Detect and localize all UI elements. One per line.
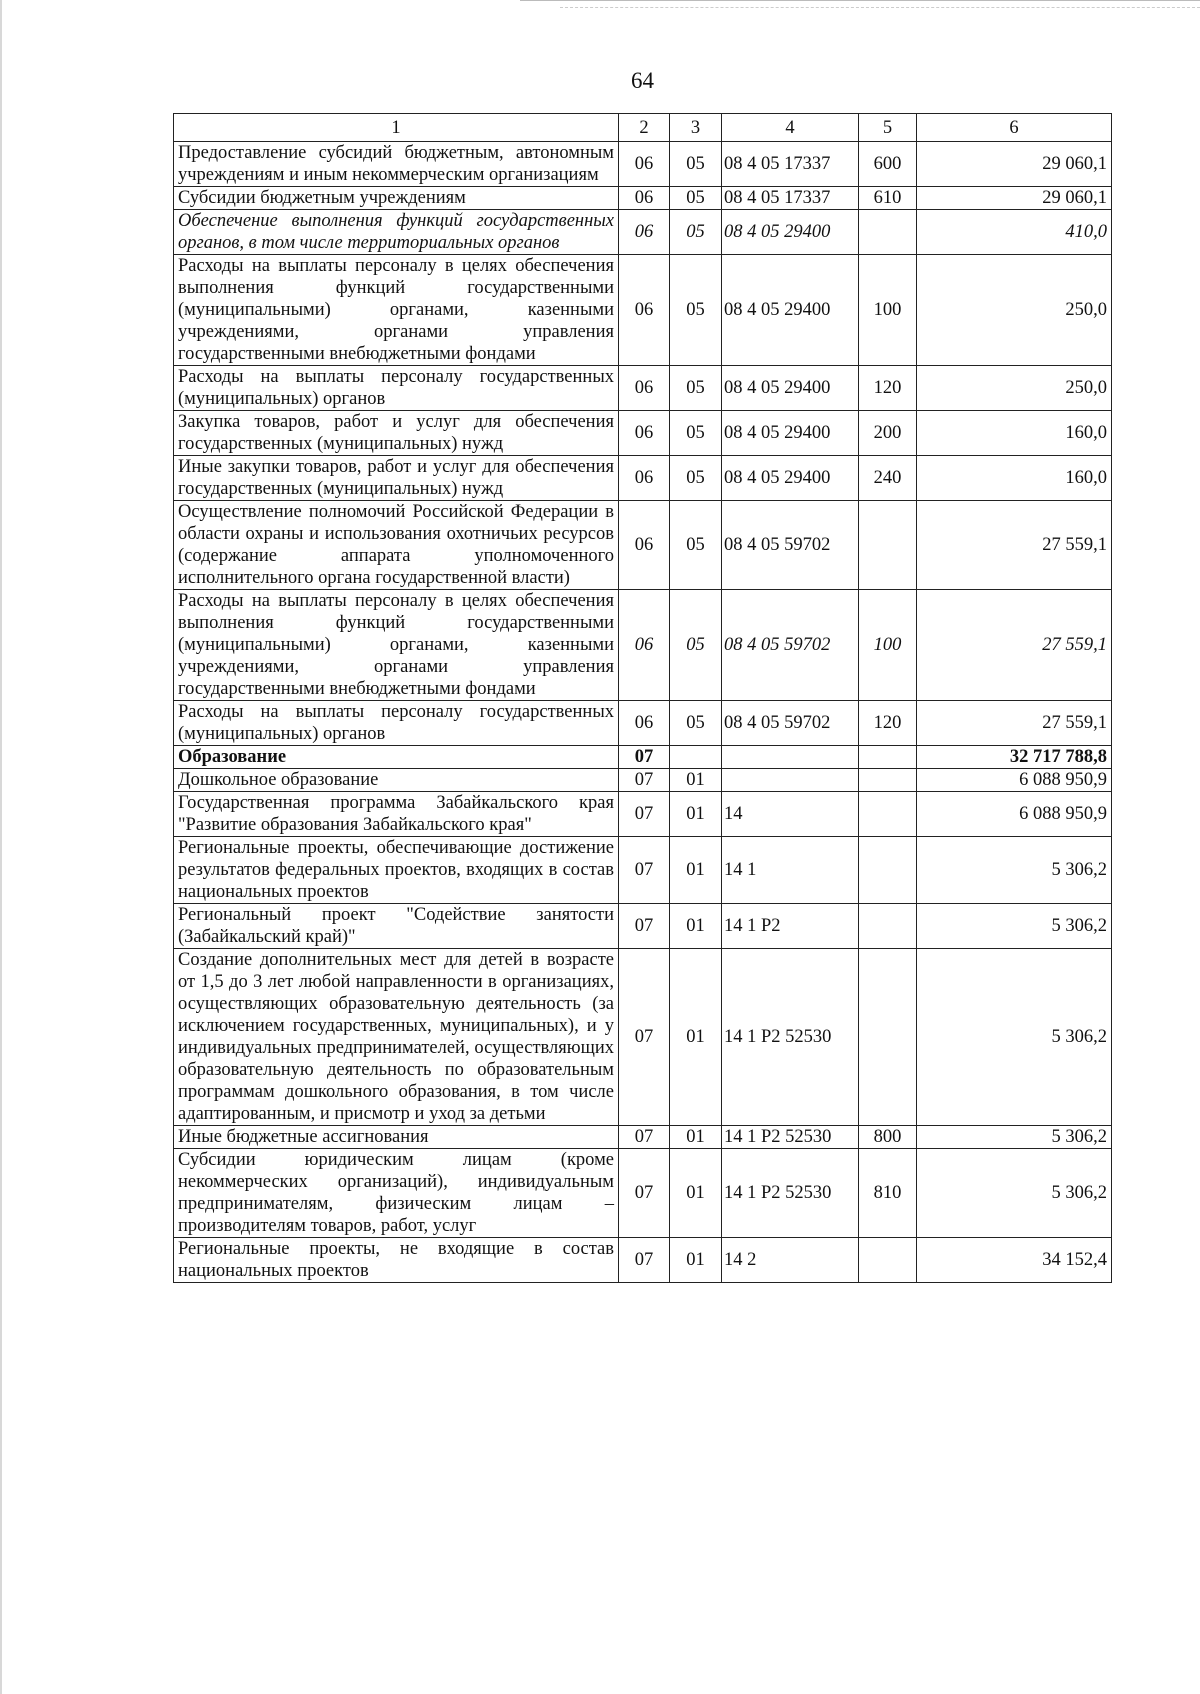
section-code-cell: 06 — [619, 590, 670, 701]
section-code-cell: 07 — [619, 1149, 670, 1238]
target-article-cell: 08 4 05 17337 — [722, 187, 859, 210]
expense-type-cell — [859, 792, 917, 837]
section-code-cell: 07 — [619, 1238, 670, 1283]
section-code-cell: 07 — [619, 837, 670, 904]
table-row — [174, 769, 1112, 792]
target-article-cell: 08 4 05 29400 — [722, 456, 859, 501]
expense-type-cell: 800 — [859, 1126, 917, 1149]
expense-name-cell: Расходы на выплаты персоналу в целях обеспечения выполнения функций государственными (муниципальными) органами, казенными учреждениями, органами управления государственными внебюджетными фондами — [174, 255, 619, 366]
budget-table — [173, 113, 1112, 1283]
target-article-cell — [722, 769, 859, 792]
expense-name-cell: Субсидии бюджетным учреждениям — [174, 187, 619, 210]
expense-type-cell: 120 — [859, 366, 917, 411]
expense-type-cell — [859, 746, 917, 769]
section-code-cell: 06 — [619, 255, 670, 366]
section-code-cell: 06 — [619, 210, 670, 255]
expense-type-cell: 600 — [859, 142, 917, 187]
amount-cell: 160,0 — [917, 411, 1112, 456]
amount-cell: 160,0 — [917, 456, 1112, 501]
subsection-code-cell: 05 — [670, 456, 722, 501]
amount-cell: 27 559,1 — [917, 590, 1112, 701]
table-row — [174, 837, 1112, 904]
amount-cell: 250,0 — [917, 366, 1112, 411]
section-code-cell: 07 — [619, 792, 670, 837]
subsection-code-cell — [670, 746, 722, 769]
expense-name-cell: Образование — [174, 746, 619, 769]
section-code-cell: 07 — [619, 949, 670, 1126]
target-article-cell — [722, 746, 859, 769]
expense-name-cell: Предоставление субсидий бюджетным, автономным учреждениям и иным некоммерческим организациям — [174, 142, 619, 187]
amount-cell: 34 152,4 — [917, 1238, 1112, 1283]
table-row — [174, 949, 1112, 1126]
expense-type-cell: 100 — [859, 255, 917, 366]
table-row — [174, 904, 1112, 949]
column-header: 2 — [619, 114, 670, 142]
expense-type-cell: 120 — [859, 701, 917, 746]
expense-type-cell — [859, 501, 917, 590]
amount-cell: 5 306,2 — [917, 904, 1112, 949]
expense-name-cell: Расходы на выплаты персоналу государственных (муниципальных) органов — [174, 701, 619, 746]
subsection-code-cell: 01 — [670, 1238, 722, 1283]
subsection-code-cell: 05 — [670, 210, 722, 255]
subsection-code-cell: 01 — [670, 769, 722, 792]
expense-type-cell: 610 — [859, 187, 917, 210]
expense-name-cell: Расходы на выплаты персоналу в целях обеспечения выполнения функций государственными (муниципальными) органами, казенными учреждениями, органами управления государственными внебюджетными фондами — [174, 590, 619, 701]
amount-cell: 5 306,2 — [917, 1149, 1112, 1238]
expense-type-cell — [859, 837, 917, 904]
subsection-code-cell: 05 — [670, 142, 722, 187]
target-article-cell: 08 4 05 59702 — [722, 701, 859, 746]
section-code-cell: 06 — [619, 142, 670, 187]
expense-type-cell — [859, 210, 917, 255]
column-header: 1 — [174, 114, 619, 142]
amount-cell: 5 306,2 — [917, 1126, 1112, 1149]
subsection-code-cell: 05 — [670, 411, 722, 456]
column-header: 5 — [859, 114, 917, 142]
subsection-code-cell: 05 — [670, 701, 722, 746]
amount-cell: 6 088 950,9 — [917, 792, 1112, 837]
subsection-code-cell: 01 — [670, 792, 722, 837]
amount-cell: 250,0 — [917, 255, 1112, 366]
target-article-cell: 08 4 05 29400 — [722, 366, 859, 411]
table-row — [174, 142, 1112, 187]
target-article-cell: 08 4 05 59702 — [722, 590, 859, 701]
target-article-cell: 14 — [722, 792, 859, 837]
top-rule-dashed — [560, 7, 1200, 8]
expense-type-cell — [859, 769, 917, 792]
expense-name-cell: Региональные проекты, не входящие в состав национальных проектов — [174, 1238, 619, 1283]
target-article-cell: 14 1 P2 52530 — [722, 949, 859, 1126]
section-code-cell: 06 — [619, 411, 670, 456]
section-code-cell: 06 — [619, 701, 670, 746]
expense-name-cell: Региональный проект "Содействие занятости (Забайкальский край)" — [174, 904, 619, 949]
top-rule — [520, 0, 1200, 1]
table-row — [174, 255, 1112, 366]
expense-name-cell: Иные закупки товаров, работ и услуг для обеспечения государственных (муниципальных) нужд — [174, 456, 619, 501]
subsection-code-cell: 05 — [670, 187, 722, 210]
target-article-cell: 08 4 05 29400 — [722, 411, 859, 456]
section-code-cell: 06 — [619, 366, 670, 411]
table-row — [174, 701, 1112, 746]
subsection-code-cell: 01 — [670, 837, 722, 904]
amount-cell: 32 717 788,8 — [917, 746, 1112, 769]
target-article-cell: 08 4 05 29400 — [722, 210, 859, 255]
subsection-code-cell: 05 — [670, 366, 722, 411]
table-row — [174, 187, 1112, 210]
column-header: 6 — [917, 114, 1112, 142]
column-header: 3 — [670, 114, 722, 142]
target-article-cell: 14 1 P2 — [722, 904, 859, 949]
expense-name-cell: Региональные проекты, обеспечивающие достижение результатов федеральных проектов, входящих в состав национальных проектов — [174, 837, 619, 904]
column-header: 4 — [722, 114, 859, 142]
table-row — [174, 746, 1112, 769]
expense-type-cell: 810 — [859, 1149, 917, 1238]
expense-name-cell: Закупка товаров, работ и услуг для обеспечения государственных (муниципальных) нужд — [174, 411, 619, 456]
section-code-cell: 07 — [619, 1126, 670, 1149]
target-article-cell: 08 4 05 17337 — [722, 142, 859, 187]
expense-name-cell: Расходы на выплаты персоналу государственных (муниципальных) органов — [174, 366, 619, 411]
section-code-cell: 06 — [619, 456, 670, 501]
amount-cell: 6 088 950,9 — [917, 769, 1112, 792]
expense-name-cell: Иные бюджетные ассигнования — [174, 1126, 619, 1149]
subsection-code-cell: 01 — [670, 904, 722, 949]
expense-name-cell: Государственная программа Забайкальского края "Развитие образования Забайкальского края" — [174, 792, 619, 837]
table-row — [174, 1126, 1112, 1149]
table-row — [174, 210, 1112, 255]
amount-cell: 5 306,2 — [917, 837, 1112, 904]
section-code-cell: 06 — [619, 187, 670, 210]
subsection-code-cell: 05 — [670, 255, 722, 366]
section-code-cell: 07 — [619, 769, 670, 792]
expense-type-cell: 100 — [859, 590, 917, 701]
expense-type-cell — [859, 1238, 917, 1283]
target-article-cell: 08 4 05 29400 — [722, 255, 859, 366]
amount-cell: 29 060,1 — [917, 142, 1112, 187]
subsection-code-cell: 05 — [670, 501, 722, 590]
table-row — [174, 411, 1112, 456]
table-row — [174, 366, 1112, 411]
subsection-code-cell: 01 — [670, 949, 722, 1126]
amount-cell: 410,0 — [917, 210, 1112, 255]
table-row — [174, 792, 1112, 837]
expense-name-cell: Субсидии юридическим лицам (кроме некоммерческих организаций), индивидуальным предпринимателям, физическим лицам – производителям товаров, работ, услуг — [174, 1149, 619, 1238]
table-row — [174, 590, 1112, 701]
table-header-row — [174, 114, 1112, 142]
expense-type-cell: 200 — [859, 411, 917, 456]
amount-cell: 29 060,1 — [917, 187, 1112, 210]
amount-cell: 5 306,2 — [917, 949, 1112, 1126]
table-row — [174, 1149, 1112, 1238]
subsection-code-cell: 01 — [670, 1126, 722, 1149]
expense-type-cell — [859, 949, 917, 1126]
subsection-code-cell: 05 — [670, 590, 722, 701]
expense-type-cell — [859, 904, 917, 949]
target-article-cell: 14 1 — [722, 837, 859, 904]
table-row — [174, 501, 1112, 590]
expense-name-cell: Создание дополнительных мест для детей в возрасте от 1,5 до 3 лет любой направленности в организациях, осуществляющих образовательную деятельность (за исключением государственных, муниципальных), и у индивидуальных предпринимателей, осуществляющих образовательную деятельность по образовательным программам дошкольного образования, в том числе адаптированным, и присмотр и уход за детьми — [174, 949, 619, 1126]
target-article-cell: 14 1 P2 52530 — [722, 1149, 859, 1238]
amount-cell: 27 559,1 — [917, 701, 1112, 746]
table-row — [174, 456, 1112, 501]
page-number: 64 — [631, 68, 654, 93]
expense-name-cell: Осуществление полномочий Российской Федерации в области охраны и использования охотничьих ресурсов (содержание аппарата уполномоченного исполнительного органа государственной власти) — [174, 501, 619, 590]
target-article-cell: 14 2 — [722, 1238, 859, 1283]
amount-cell: 27 559,1 — [917, 501, 1112, 590]
expense-type-cell: 240 — [859, 456, 917, 501]
section-code-cell: 07 — [619, 746, 670, 769]
table-row — [174, 1238, 1112, 1283]
expense-name-cell: Дошкольное образование — [174, 769, 619, 792]
section-code-cell: 06 — [619, 501, 670, 590]
subsection-code-cell: 01 — [670, 1149, 722, 1238]
target-article-cell: 14 1 P2 52530 — [722, 1126, 859, 1149]
section-code-cell: 07 — [619, 904, 670, 949]
expense-name-cell: Обеспечение выполнения функций государственных органов, в том числе территориальных органов — [174, 210, 619, 255]
page-edge — [0, 0, 2, 1694]
target-article-cell: 08 4 05 59702 — [722, 501, 859, 590]
